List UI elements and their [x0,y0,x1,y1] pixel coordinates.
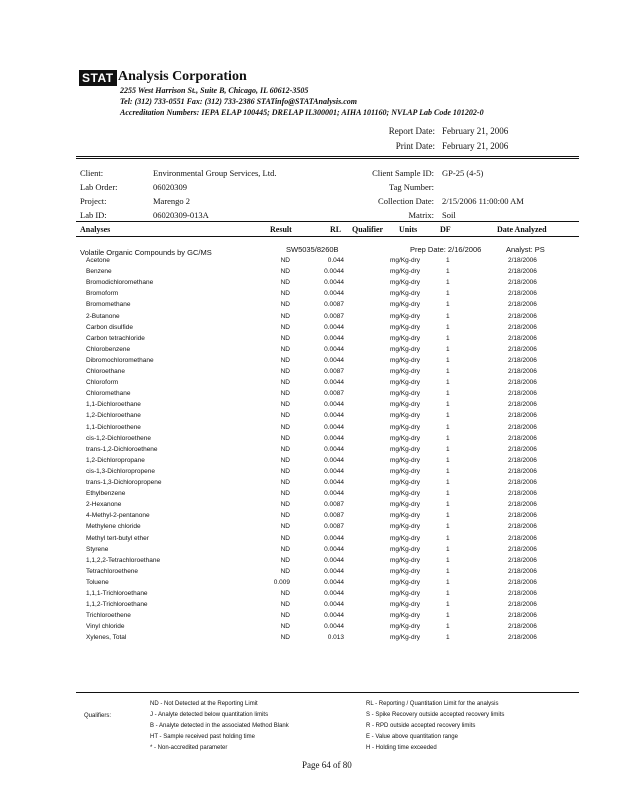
units-value: mg/Kg-dry [390,290,420,298]
date-analyzed-value: 2/18/2006 [508,545,537,553]
result-value: ND [280,334,290,342]
units-value: mg/Kg-dry [390,401,420,409]
result-value: ND [280,268,290,276]
table-row [0,546,644,557]
table-row [0,612,644,623]
column-analyses: Analyses [80,225,111,234]
units-value: mg/Kg-dry [390,456,420,464]
prep-date: Prep Date: 2/16/2006 [410,245,482,254]
result-value: ND [280,345,290,353]
report-date-value: February 21, 2006 [442,126,509,136]
result-value: ND [280,257,290,264]
company-name: Analysis Corporation [118,69,247,84]
rl-value: 0.0087 [324,512,344,520]
rl-value: 0.0087 [324,523,344,531]
analyte-name: Ethylbenzene [86,490,126,498]
analyte-name: 4-Methyl-2-pentanone [86,512,150,520]
rl-value: 0.0044 [324,356,344,364]
rl-value: 0.0044 [324,323,344,331]
analyte-name: 1,1,1-Trichloroethane [86,590,148,597]
table-row [0,446,644,457]
result-value: ND [280,401,290,409]
date-analyzed-value: 2/18/2006 [508,479,537,486]
divider-columns [76,236,579,237]
analyte-name: Tetrachloroethene [86,567,139,575]
df-value: 1 [446,556,450,564]
result-value: ND [280,490,290,498]
date-analyzed-value: 2/18/2006 [508,634,537,642]
result-value: ND [280,301,290,309]
df-value: 1 [446,567,450,575]
collection-date-value: 2/15/2006 11:00:00 AM [442,196,524,206]
table-row [0,535,644,546]
tag-number-label: Tag Number: [389,182,434,192]
analyte-name: Toluene [86,578,109,586]
table-row [0,279,644,290]
df-value: 1 [446,590,450,597]
result-value: ND [280,368,290,375]
lab-id-value: 06020309-013A [153,210,209,220]
rl-value: 0.0044 [324,345,344,353]
date-analyzed-value: 2/18/2006 [508,423,537,431]
units-value: mg/Kg-dry [390,612,420,620]
table-row [0,313,644,324]
date-analyzed-value: 2/18/2006 [508,257,537,264]
table-row [0,568,644,579]
analyte-name: 1,1,2-Trichloroethane [86,601,148,609]
result-value: ND [280,523,290,531]
date-analyzed-value: 2/18/2006 [508,567,537,575]
legend-j: J - Analyte detected below quantitation limits [150,712,269,718]
analyte-name: 1,1,2,2-Tetrachloroethane [86,556,161,564]
date-analyzed-value: 2/18/2006 [508,501,537,509]
table-row [0,368,644,379]
result-value: ND [280,379,290,387]
legend-ht: HT - Sample received past holding time [150,734,255,740]
lab-order-value: 06020309 [153,182,187,192]
result-value: ND [280,545,290,553]
result-value: ND [280,445,290,453]
analyte-name: Methyl tert-butyl ether [86,534,149,542]
date-analyzed-value: 2/18/2006 [508,534,537,542]
analyte-name: Acetone [86,257,110,264]
analyte-name: Chloroethane [86,368,126,375]
rl-value: 0.0044 [324,590,344,597]
table-row [0,257,644,268]
result-value: ND [280,423,290,431]
rl-value: 0.0044 [324,401,344,409]
rl-value: 0.0087 [324,368,344,375]
rl-value: 0.0044 [324,467,344,475]
rl-value: 0.0044 [324,545,344,553]
result-value: ND [280,634,290,642]
analyte-name: 2-Hexanone [86,501,122,509]
table-row [0,268,644,279]
company-address: 2255 West Harrison St., Suite B, Chicago, IL 60612-3505 [120,86,309,95]
date-analyzed-value: 2/18/2006 [508,301,537,309]
result-value: ND [280,501,290,509]
result-value: ND [280,390,290,398]
result-value: ND [280,279,290,287]
df-value: 1 [446,445,450,453]
units-value: mg/Kg-dry [390,345,420,353]
table-row [0,501,644,512]
units-value: mg/Kg-dry [390,412,420,420]
analyte-name: Chloromethane [86,390,131,398]
df-value: 1 [446,534,450,542]
units-value: mg/Kg-dry [390,523,420,531]
collection-date-label: Collection Date: [378,196,434,206]
rl-value: 0.0044 [324,445,344,453]
date-analyzed-value: 2/18/2006 [508,434,537,442]
df-value: 1 [446,434,450,442]
units-value: mg/Kg-dry [390,279,420,287]
lab-order-label: Lab Order: [80,182,118,192]
result-value: ND [280,312,290,320]
df-value: 1 [446,301,450,309]
date-analyzed-value: 2/18/2006 [508,556,537,564]
date-analyzed-value: 2/18/2006 [508,523,537,531]
date-analyzed-value: 2/18/2006 [508,290,537,298]
rl-value: 0.0044 [324,534,344,542]
analyte-name: Dibromochloromethane [86,356,154,364]
units-value: mg/Kg-dry [390,434,420,442]
table-row [0,346,644,357]
analyte-name: Bromodichloromethane [86,279,154,287]
print-date-label: Print Date: [395,141,435,151]
legend-star: * - Non-accredited parameter [150,745,228,751]
df-value: 1 [446,368,450,375]
column-df: DF [440,225,451,234]
legend-r: R - RPD outside accepted recovery limits [366,723,476,729]
table-row [0,379,644,390]
df-value: 1 [446,423,450,431]
df-value: 1 [446,268,450,276]
result-value: ND [280,467,290,475]
result-value: ND [280,601,290,609]
result-value: ND [280,623,290,631]
page-number: Page 64 of 80 [302,760,352,770]
table-row [0,324,644,335]
rl-value: 0.0044 [324,268,344,276]
result-value: ND [280,479,290,486]
units-value: mg/Kg-dry [390,545,420,553]
units-value: mg/Kg-dry [390,556,420,564]
table-row [0,457,644,468]
legend-b: B - Analyte detected in the associated Method Blank [150,723,289,729]
df-value: 1 [446,401,450,409]
df-value: 1 [446,390,450,398]
rl-value: 0.0044 [324,578,344,586]
legend-h: H - Holding time exceeded [366,745,437,751]
analyte-name: Xylenes, Total [86,634,127,642]
report-date-label: Report Date: [388,126,435,136]
company-logo: STAT [79,70,117,86]
rl-value: 0.0044 [324,423,344,431]
column-result: Result [270,225,292,234]
df-value: 1 [446,634,450,642]
units-value: mg/Kg-dry [390,601,420,609]
result-value: ND [280,556,290,564]
units-value: mg/Kg-dry [390,423,420,431]
date-analyzed-value: 2/18/2006 [508,268,537,276]
df-value: 1 [446,512,450,520]
units-value: mg/Kg-dry [390,323,420,331]
df-value: 1 [446,279,450,287]
units-value: mg/Kg-dry [390,590,420,597]
rl-value: 0.0044 [324,290,344,298]
date-analyzed-value: 2/18/2006 [508,279,537,287]
df-value: 1 [446,623,450,631]
company-contact: Tel: (312) 733-0551 Fax: (312) 733-2386 STATinfo@STATAnalysis.com [120,97,357,106]
client-sample-id-value: GP-25 (4-5) [442,168,484,178]
rl-value: 0.0044 [324,556,344,564]
divider-legend [76,692,579,693]
project-label: Project: [80,196,107,206]
table-row [0,523,644,534]
analyte-name: trans-1,2-Dichloroethene [86,445,158,453]
rl-value: 0.0044 [324,601,344,609]
table-row [0,435,644,446]
table-row [0,424,644,435]
units-value: mg/Kg-dry [390,334,420,342]
df-value: 1 [446,312,450,320]
client-label: Client: [80,168,104,178]
result-value: ND [280,512,290,520]
date-analyzed-value: 2/18/2006 [508,334,537,342]
units-value: mg/Kg-dry [390,379,420,387]
units-value: mg/Kg-dry [390,501,420,509]
result-value: ND [280,567,290,575]
result-value: ND [280,290,290,298]
result-value: 0.009 [273,578,290,586]
date-analyzed-value: 2/18/2006 [508,401,537,409]
df-value: 1 [446,523,450,531]
units-value: mg/Kg-dry [390,445,420,453]
analyte-name: Trichloroethene [86,612,131,620]
df-value: 1 [446,578,450,586]
date-analyzed-value: 2/18/2006 [508,412,537,420]
df-value: 1 [446,257,450,264]
table-row [0,623,644,634]
date-analyzed-value: 2/18/2006 [508,345,537,353]
table-row [0,601,644,612]
client-sample-id-label: Client Sample ID: [372,168,434,178]
df-value: 1 [446,467,450,475]
units-value: mg/Kg-dry [390,268,420,276]
units-value: mg/Kg-dry [390,390,420,398]
analyte-name: Bromoform [86,290,119,298]
analyte-name: 1,2-Dichloroethane [86,412,141,420]
units-value: mg/Kg-dry [390,479,420,486]
analyte-name: Chloroform [86,379,119,387]
analyte-name: Methylene chloride [86,523,141,531]
analyte-name: trans-1,3-Dichloropropene [86,479,162,486]
qualifiers-title: Qualifiers: [84,713,112,719]
client-value: Environmental Group Services, Ltd. [153,168,277,178]
date-analyzed-value: 2/18/2006 [508,601,537,609]
df-value: 1 [446,601,450,609]
df-value: 1 [446,412,450,420]
date-analyzed-value: 2/18/2006 [508,323,537,331]
rl-value: 0.044 [327,257,344,264]
result-value: ND [280,323,290,331]
analyte-name: cis-1,3-Dichloropropene [86,467,156,475]
df-value: 1 [446,334,450,342]
legend-rl: RL - Reporting / Quantitation Limit for the analysis [366,701,499,707]
analyte-name: Benzene [86,268,112,276]
analyte-name: cis-1,2-Dichloroethene [86,434,152,442]
rl-value: 0.0044 [324,623,344,631]
units-value: mg/Kg-dry [390,512,420,520]
method-code: SW5035/8260B [286,245,339,254]
df-value: 1 [446,356,450,364]
result-value: ND [280,356,290,364]
legend-nd: ND - Not Detected at the Reporting Limit [150,701,258,707]
analyte-name: Bromomethane [86,301,131,309]
rl-value: 0.0044 [324,379,344,387]
df-value: 1 [446,545,450,553]
rl-value: 0.0087 [324,312,344,320]
table-row [0,412,644,423]
project-value: Marengo 2 [153,196,191,206]
rl-value: 0.0044 [324,567,344,575]
divider-header [76,221,579,222]
rl-value: 0.0087 [324,390,344,398]
matrix-value: Soil [442,210,456,220]
date-analyzed-value: 2/18/2006 [508,490,537,498]
units-value: mg/Kg-dry [390,467,420,475]
date-analyzed-value: 2/18/2006 [508,590,537,597]
units-value: mg/Kg-dry [390,368,420,375]
df-value: 1 [446,490,450,498]
date-analyzed-value: 2/18/2006 [508,623,537,631]
date-analyzed-value: 2/18/2006 [508,578,537,586]
units-value: mg/Kg-dry [390,634,420,642]
print-date-value: February 21, 2006 [442,141,509,151]
method-title: Volatile Organic Compounds by GC/MS [80,248,212,257]
table-row [0,390,644,401]
rl-value: 0.0044 [324,334,344,342]
units-value: mg/Kg-dry [390,301,420,309]
df-value: 1 [446,612,450,620]
units-value: mg/Kg-dry [390,356,420,364]
date-analyzed-value: 2/18/2006 [508,312,537,320]
df-value: 1 [446,290,450,298]
analyte-name: 1,2-Dichloropropane [86,456,145,464]
rl-value: 0.0044 [324,612,344,620]
table-row [0,301,644,312]
column-units: Units [399,225,418,234]
legend-e: E - Value above quantitation range [366,734,458,740]
lab-id-label: Lab ID: [80,210,107,220]
analyte-name: Carbon tetrachloride [86,334,145,342]
table-row [0,590,644,601]
rl-value: 0.0044 [324,479,344,486]
analyst: Analyst: PS [506,245,545,254]
df-value: 1 [446,501,450,509]
table-row [0,490,644,501]
analyte-name: Chlorobenzene [86,345,131,353]
result-value: ND [280,412,290,420]
table-row [0,357,644,368]
units-value: mg/Kg-dry [390,623,420,631]
date-analyzed-value: 2/18/2006 [508,467,537,475]
table-row [0,557,644,568]
matrix-label: Matrix: [408,210,434,220]
units-value: mg/Kg-dry [390,567,420,575]
table-row [0,579,644,590]
table-row [0,634,644,645]
table-row [0,290,644,301]
date-analyzed-value: 2/18/2006 [508,445,537,453]
column-qualifier: Qualifier [352,225,384,234]
legend-s: S - Spike Recovery outside accepted recovery limits [366,712,505,718]
units-value: mg/Kg-dry [390,534,420,542]
result-value: ND [280,590,290,597]
date-analyzed-value: 2/18/2006 [508,612,537,620]
date-analyzed-value: 2/18/2006 [508,379,537,387]
table-row [0,512,644,523]
rl-value: 0.0044 [324,456,344,464]
result-value: ND [280,534,290,542]
df-value: 1 [446,479,450,486]
rl-value: 0.0044 [324,490,344,498]
analyte-name: 1,1-Dichloroethane [86,401,141,409]
table-row [0,468,644,479]
analyte-name: 1,1-Dichloroethene [86,423,141,431]
units-value: mg/Kg-dry [390,257,420,264]
rl-value: 0.013 [327,634,344,642]
date-analyzed-value: 2/18/2006 [508,356,537,364]
rl-value: 0.0087 [324,301,344,309]
df-value: 1 [446,456,450,464]
table-row [0,401,644,412]
units-value: mg/Kg-dry [390,578,420,586]
accreditation-numbers: Accreditation Numbers: IEPA ELAP 100445; DRELAP IL300001; AIHA 101160; NVLAP Lab Code 101202-0 [120,108,484,117]
date-analyzed-value: 2/18/2006 [508,512,537,520]
date-analyzed-value: 2/18/2006 [508,368,537,375]
analyte-name: 2-Butanone [86,312,120,320]
column-rl: RL [330,225,342,234]
table-row [0,479,644,490]
analyte-name: Vinyl chloride [86,623,125,631]
units-value: mg/Kg-dry [390,312,420,320]
rl-value: 0.0044 [324,412,344,420]
df-value: 1 [446,379,450,387]
rl-value: 0.0044 [324,279,344,287]
column-date-analyzed: Date Analyzed [497,225,547,234]
table-row [0,335,644,346]
divider-top [76,156,579,157]
result-value: ND [280,456,290,464]
result-value: ND [280,612,290,620]
date-analyzed-value: 2/18/2006 [508,456,537,464]
rl-value: 0.0087 [324,501,344,509]
analyte-name: Styrene [86,545,109,553]
rl-value: 0.0044 [324,434,344,442]
analyte-name: Carbon disulfide [86,323,133,331]
date-analyzed-value: 2/18/2006 [508,390,537,398]
units-value: mg/Kg-dry [390,490,420,498]
divider-top-2 [76,158,579,159]
result-value: ND [280,434,290,442]
df-value: 1 [446,345,450,353]
df-value: 1 [446,323,450,331]
